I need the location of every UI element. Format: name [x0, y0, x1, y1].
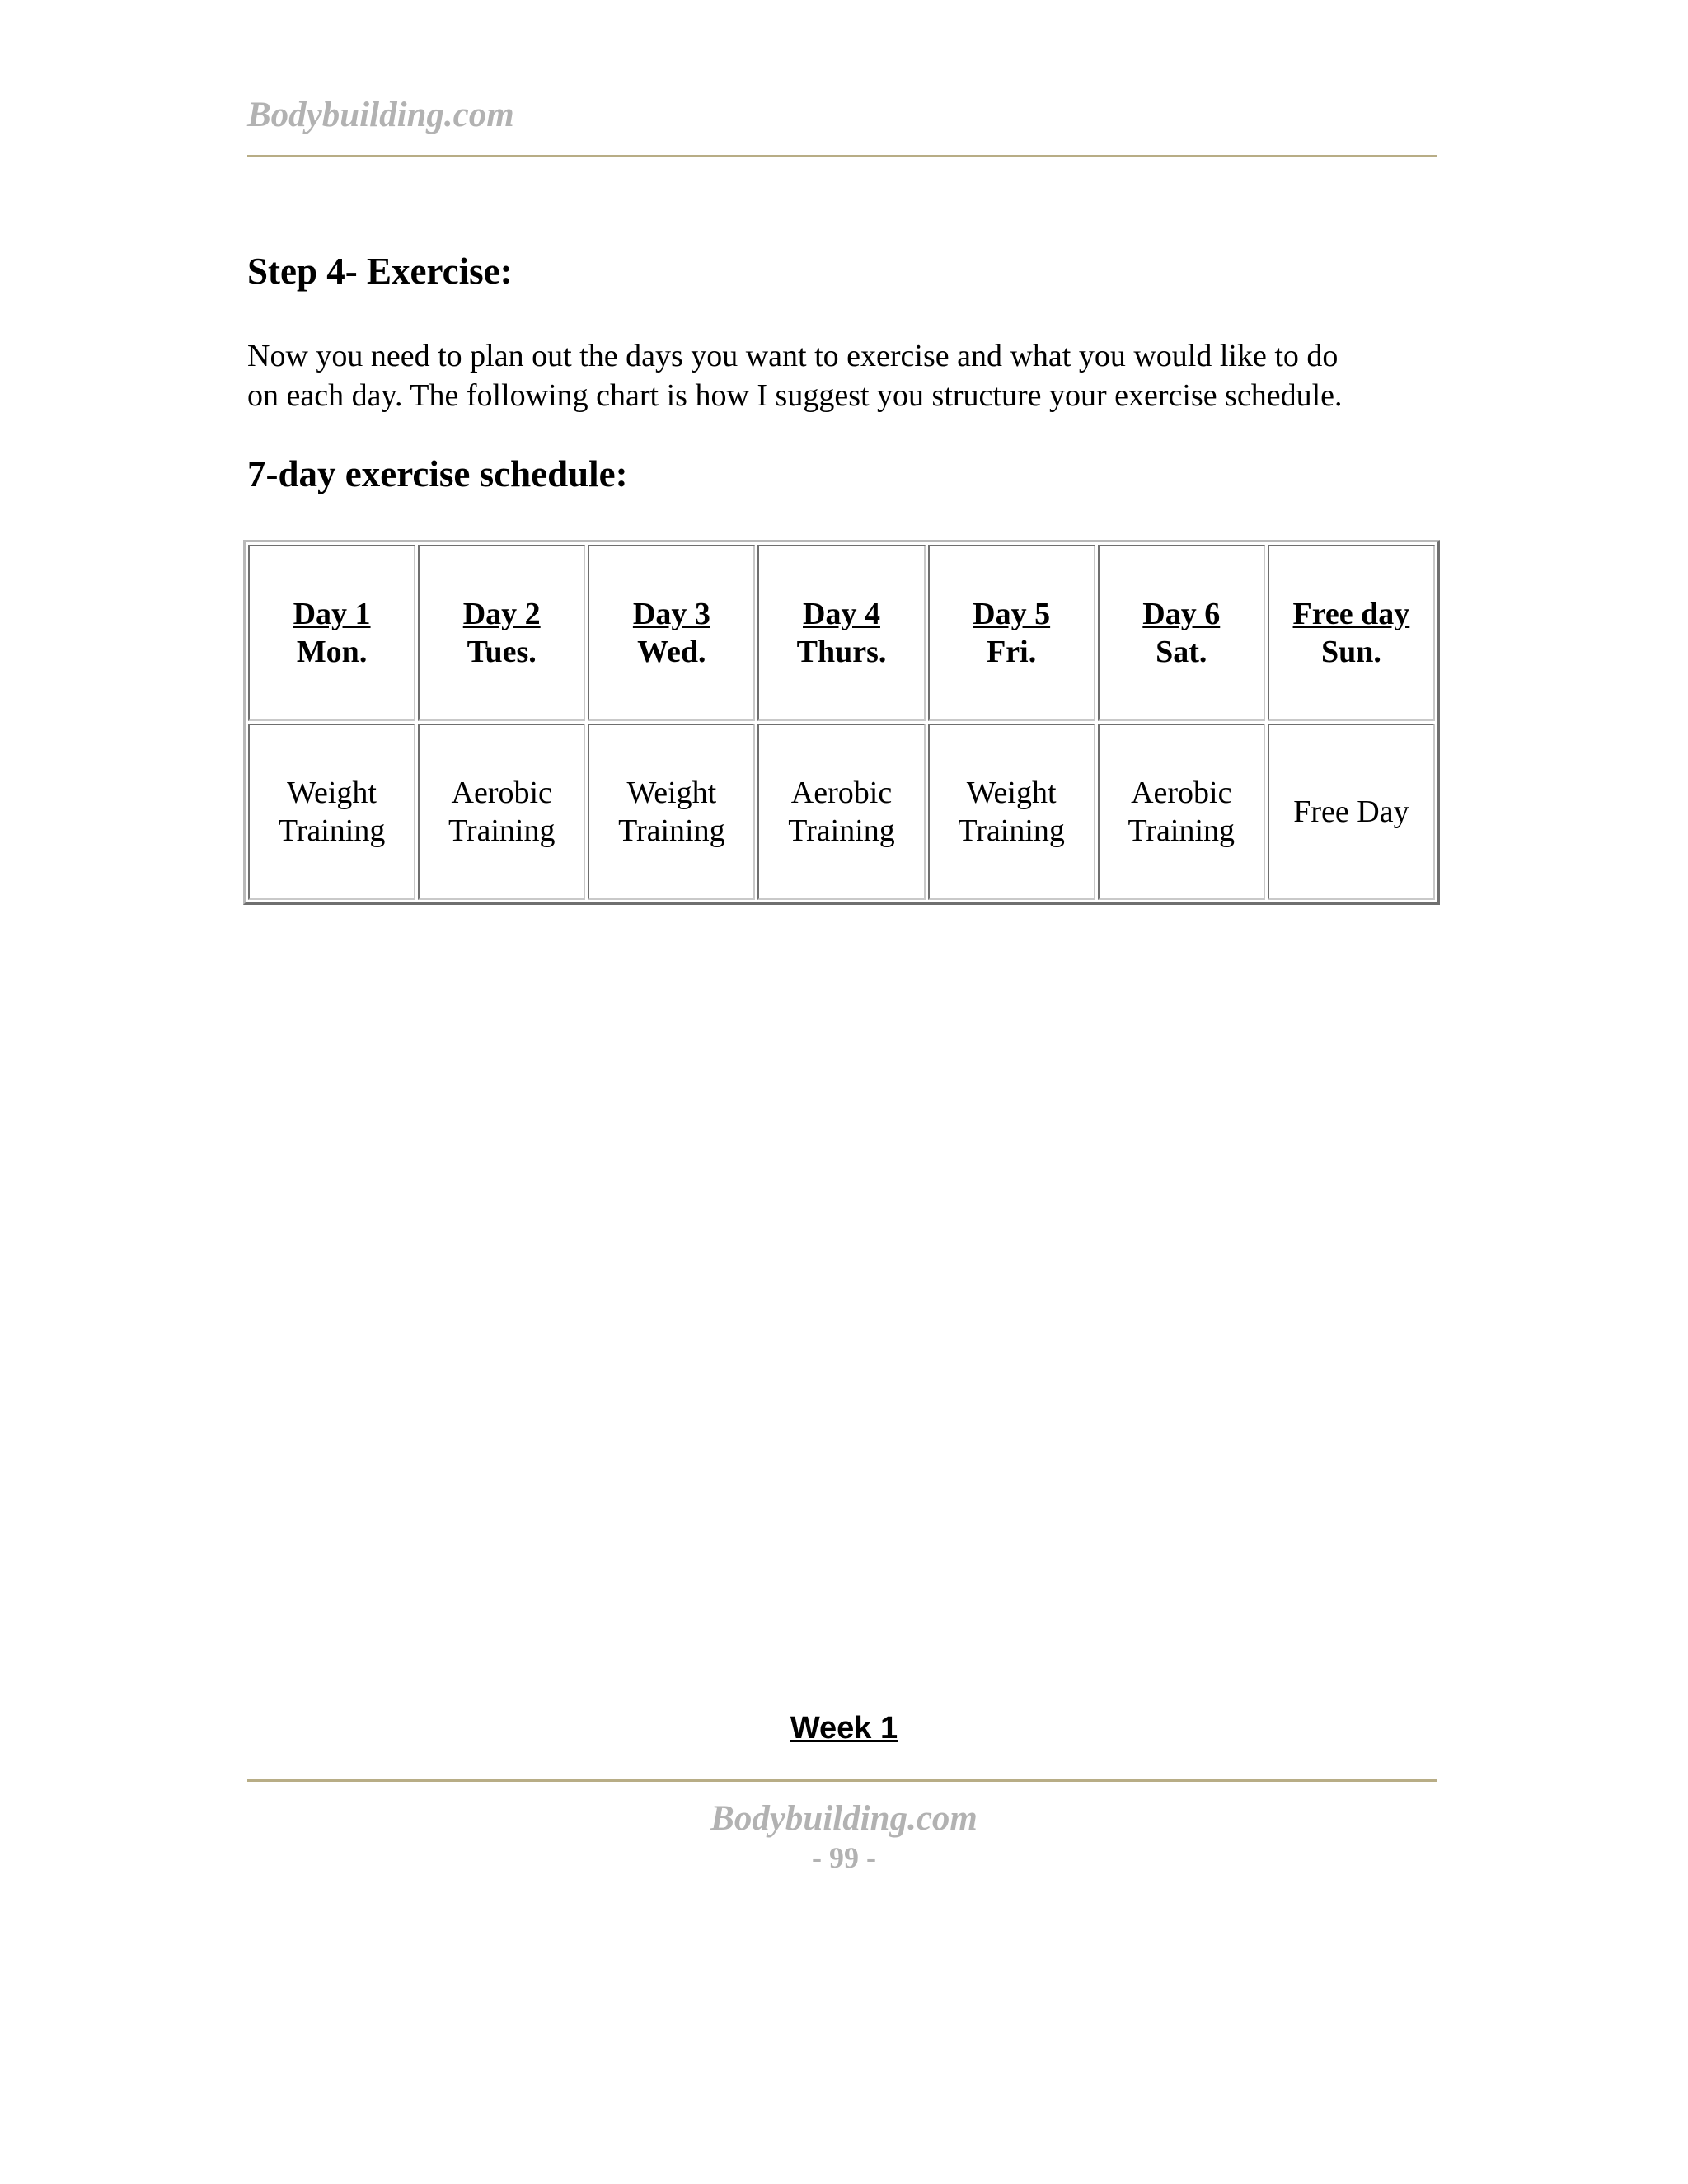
activity-line: Weight [626, 776, 717, 810]
page-number: - 99 - [812, 1841, 876, 1874]
day-number: Day 5 [973, 597, 1051, 631]
day-name: Sun. [1320, 635, 1381, 669]
day-number: Free day [1292, 597, 1410, 631]
day-name: Sat. [1156, 635, 1207, 669]
schedule-activity-row [248, 724, 1435, 900]
day-header-cell [1268, 545, 1435, 721]
day-number: Day 2 [462, 597, 541, 631]
activity-line: Training [958, 813, 1065, 848]
intro-line: on each day. The following chart is how I suggest you structure your exercise schedule. [247, 378, 1343, 413]
day-number: Day 4 [803, 597, 880, 631]
header-brand: Bodybuilding.com [247, 96, 514, 134]
activity-line: Weight [966, 776, 1057, 810]
week-label: Week 1 [790, 1711, 898, 1746]
activity-line: Free Day [1293, 794, 1409, 829]
schedule-heading: 7-day exercise schedule: [247, 453, 628, 494]
activity-line: Training [448, 813, 556, 848]
activity-line: Weight [287, 776, 377, 810]
activity-line: Aerobic [790, 776, 893, 810]
day-name: Fri. [987, 635, 1037, 669]
activity-line: Training [278, 813, 386, 848]
activity-line: Aerobic [1131, 776, 1232, 810]
step-heading: Step 4- Exercise: [247, 251, 513, 292]
schedule-table [243, 540, 1440, 905]
activity-cell [1098, 724, 1265, 900]
activity-line: Training [618, 813, 725, 848]
day-name: Thurs. [796, 635, 887, 669]
day-number: Day 1 [293, 597, 371, 631]
day-header-cell [757, 545, 925, 721]
day-name: Mon. [296, 635, 368, 669]
activity-line: Aerobic [451, 776, 552, 810]
day-header-cell [588, 545, 755, 721]
footer-brand: Bodybuilding.com [710, 1799, 978, 1838]
day-header-cell [928, 545, 1095, 721]
day-name: Tues. [467, 635, 537, 669]
day-header-cell [1098, 545, 1265, 721]
intro-paragraph [247, 336, 1459, 415]
day-header-cell [418, 545, 585, 721]
activity-cell [588, 724, 755, 900]
header-divider [247, 155, 1437, 157]
schedule-header-row [248, 545, 1435, 721]
day-header-cell [248, 545, 415, 721]
activity-cell [418, 724, 585, 900]
activity-cell [248, 724, 415, 900]
day-number: Day 3 [632, 597, 710, 631]
activity-cell [757, 724, 925, 900]
intro-line: Now you need to plan out the days you want to exercise and what you would like to do [247, 339, 1339, 373]
activity-cell [928, 724, 1095, 900]
activity-line: Training [788, 813, 895, 848]
day-name: Wed. [637, 635, 706, 669]
activity-cell [1268, 724, 1435, 900]
footer-divider [247, 1779, 1437, 1782]
activity-line: Training [1128, 813, 1236, 848]
day-number: Day 6 [1142, 597, 1221, 631]
